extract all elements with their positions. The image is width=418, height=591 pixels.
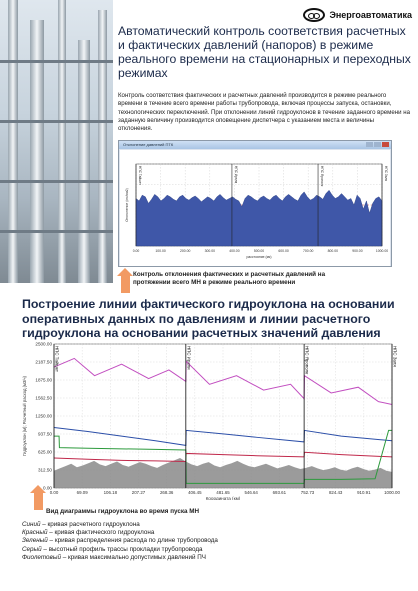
section1-caption: Контроль отклонения фактических и расчетных давлений на протяжении всего МН в режиме реального времени bbox=[133, 271, 326, 287]
photo-column bbox=[78, 40, 90, 283]
refinery-photo bbox=[0, 0, 113, 283]
minimize-button[interactable] bbox=[366, 142, 373, 147]
section2-title: Построение линии фактического гидроуклона на основании оперативных данных по давлениям и линии расчетного гидроуклона на основании расчетных значений давления bbox=[22, 297, 395, 340]
maximize-button[interactable] bbox=[374, 142, 381, 147]
x-axis-label: расстояние (км) bbox=[246, 255, 272, 259]
x-tick-label: 700.00 bbox=[303, 249, 314, 253]
y-tick-label: 2500.00 bbox=[35, 341, 52, 347]
y-axis-label: Гидроуклон (м); Расчетный расход (м3/ч) bbox=[22, 376, 27, 456]
x-tick-label: 481.65 bbox=[216, 490, 230, 495]
legend-item bbox=[22, 554, 218, 562]
legend-text: – кривая расчетного гидроуклона bbox=[40, 521, 140, 528]
hydraulic-chart bbox=[20, 340, 400, 500]
x-tick-label: 824.43 bbox=[328, 490, 343, 495]
station-label: НПС Тайшет bbox=[54, 346, 60, 372]
brand-name: Энергоавтоматика bbox=[329, 10, 412, 20]
station-label: НПС Заля bbox=[392, 346, 398, 367]
y-tick-label: 1250.00 bbox=[35, 413, 52, 419]
x-tick-label: 1000.00 bbox=[375, 249, 389, 253]
x-tick-label: 106.18 bbox=[103, 490, 118, 495]
deviation-chart bbox=[120, 150, 390, 266]
legend-item bbox=[22, 521, 218, 529]
station-label: НПС Ярополк bbox=[304, 346, 310, 374]
photo-column bbox=[8, 0, 18, 283]
x-tick-label: 207.27 bbox=[131, 490, 146, 495]
photo-beam bbox=[0, 180, 113, 183]
caption-arrow-icon bbox=[121, 275, 130, 293]
close-button[interactable] bbox=[382, 142, 389, 147]
brand-logo-icon bbox=[303, 8, 325, 22]
x-tick-label: 693.61 bbox=[272, 490, 287, 495]
legend-item bbox=[22, 537, 218, 545]
legend-key: Зеленый bbox=[22, 537, 48, 545]
legend-item bbox=[22, 546, 218, 554]
x-tick-label: 300.00 bbox=[204, 249, 215, 253]
x-tick-label: 1000.00 bbox=[384, 490, 400, 495]
deviation-window-title: Отклонение давлений ПТК bbox=[119, 141, 391, 149]
x-tick-label: 910.91 bbox=[357, 490, 371, 495]
legend bbox=[22, 521, 218, 562]
photo-beam bbox=[0, 60, 113, 63]
legend-key: Серый bbox=[22, 545, 42, 553]
x-tick-label: 500.00 bbox=[253, 249, 265, 253]
y-tick-label: 937.50 bbox=[37, 431, 52, 437]
y-tick-label: 1875.00 bbox=[35, 377, 52, 383]
section2-caption: Вид диаграммы гидроуклона во время пуска МН bbox=[46, 508, 200, 515]
x-tick-label: 0.00 bbox=[132, 249, 140, 253]
x-tick-label: 100.00 bbox=[155, 249, 166, 253]
window-controls bbox=[366, 142, 389, 147]
x-tick-label: 400.00 bbox=[229, 249, 240, 253]
station-label: НПС Заля bbox=[384, 166, 388, 182]
y-tick-label: 625.00 bbox=[37, 449, 52, 455]
y-tick-label: 312.50 bbox=[37, 467, 52, 473]
y-tick-label: 0.00 bbox=[43, 485, 52, 491]
x-axis-label: Координата (км) bbox=[205, 496, 241, 500]
x-tick-label: 546.64 bbox=[244, 490, 258, 495]
caption-arrow-icon bbox=[34, 492, 43, 510]
photo-beam bbox=[0, 120, 113, 123]
y-tick-label: 2187.50 bbox=[35, 359, 52, 365]
section1-body: Контроль соответствия фактических и расчетных давлений производится в режиме реального времени в течение всего времени работы трубопровода, включая процессы запуска, остановки, технологических переключений. При отклонении линий гидроуклонов в течение заданного времени на заданную величину производится оповещение диспетчера с указанием места и величины отклонения. bbox=[118, 92, 410, 133]
x-tick-label: 752.73 bbox=[300, 490, 315, 495]
station-label: НПС Ирели bbox=[233, 166, 238, 184]
photo-column bbox=[98, 10, 107, 283]
legend-text: – кривая максимально допустимых давлений ПЧ bbox=[60, 553, 207, 561]
x-tick-label: 200.00 bbox=[180, 249, 191, 253]
station-label: НПС Ярополк bbox=[320, 166, 325, 187]
y-tick-label: 1562.50 bbox=[35, 395, 52, 401]
legend-key: Синий bbox=[22, 521, 41, 528]
x-tick-label: 800.00 bbox=[327, 249, 338, 253]
x-tick-label: 900.00 bbox=[352, 249, 363, 253]
station-label: НПС Ирели bbox=[186, 346, 192, 370]
legend-text: – кривая распределения расхода по длине трубопровода bbox=[47, 537, 218, 545]
x-tick-label: 268.36 bbox=[159, 490, 174, 495]
legend-text: – кривая фактического гидроуклона bbox=[47, 529, 155, 537]
brand bbox=[303, 8, 412, 22]
photo-beam bbox=[0, 230, 113, 233]
legend-text: – высотный профиль трассы прокладки трубопровода bbox=[41, 545, 203, 553]
photo-column bbox=[58, 0, 66, 283]
x-tick-label: 0.00 bbox=[49, 490, 59, 495]
station-label: НПС Тайшет bbox=[138, 166, 142, 185]
y-axis-label: Отклонение (кгс/см2) bbox=[125, 188, 129, 222]
section1-title: Автоматический контроль соответствия расчетных и фактических давлений (напоров) в режиме реального времени на стационарных и переходных режимах bbox=[118, 24, 411, 80]
x-tick-label: 69.09 bbox=[76, 490, 88, 495]
x-tick-label: 406.45 bbox=[188, 490, 202, 495]
legend-key: Фиолетовый bbox=[22, 553, 61, 561]
deviation-window bbox=[118, 140, 392, 267]
legend-key: Красный bbox=[22, 529, 48, 537]
x-tick-label: 600.00 bbox=[278, 249, 289, 253]
